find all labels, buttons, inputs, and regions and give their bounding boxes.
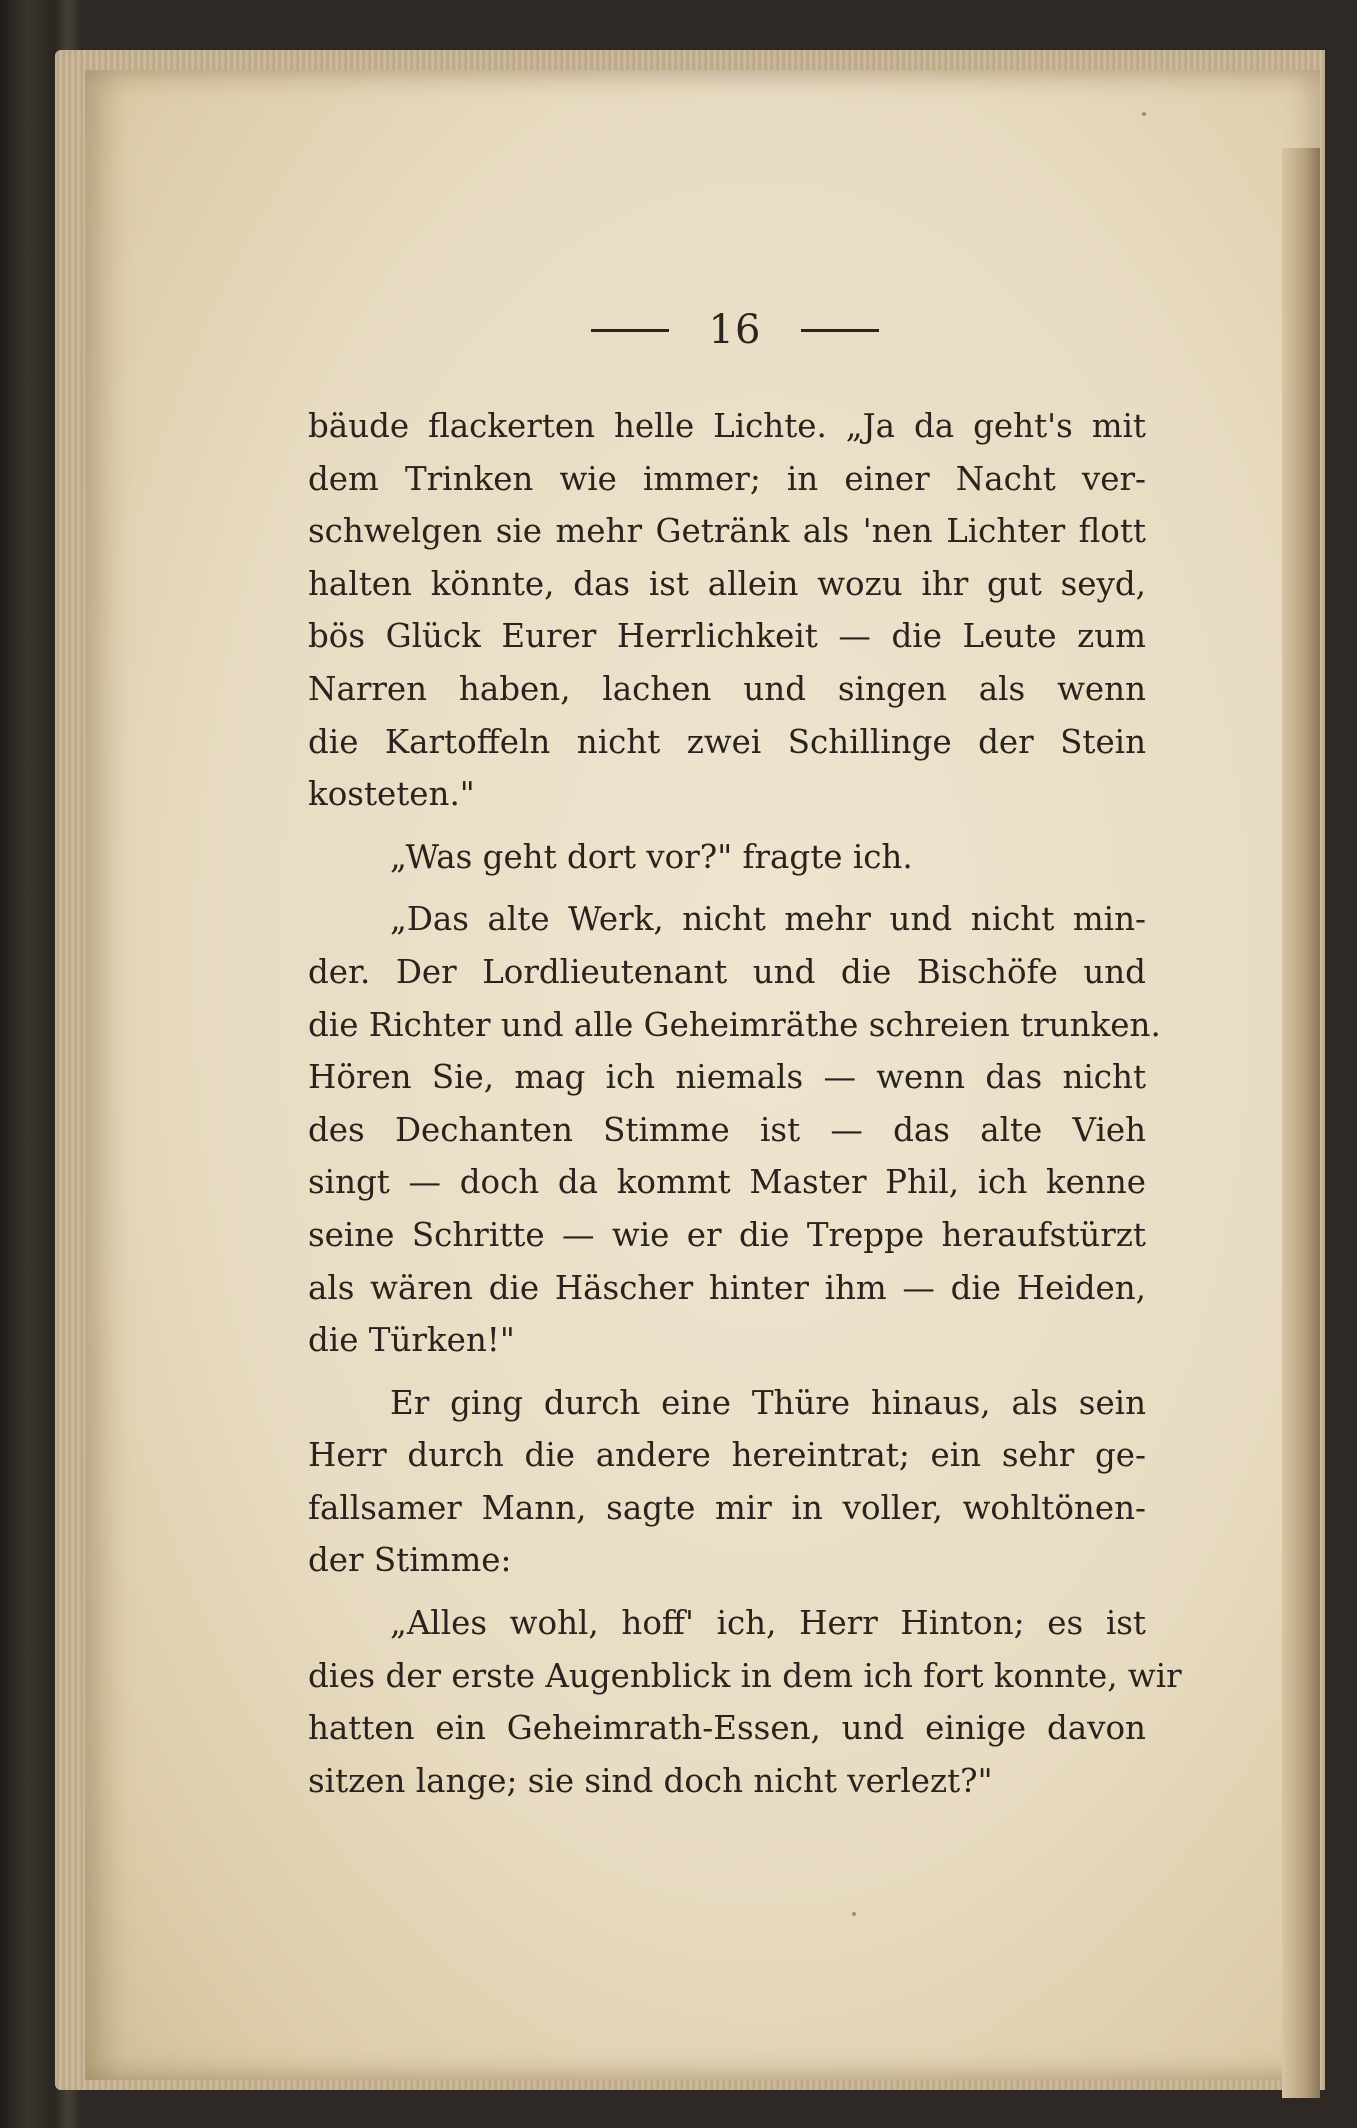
text-line: singt — doch da kommt Master Phil, ich kenne bbox=[308, 1163, 1146, 1202]
text-line: Narren haben, lachen und singen als wenn bbox=[308, 669, 1146, 708]
paragraph-1 bbox=[308, 400, 1146, 821]
text-line: die Kartoffeln nicht zwei Schillinge der Stein bbox=[308, 722, 1146, 761]
header-dash-right bbox=[801, 329, 879, 332]
paragraph-4 bbox=[308, 1377, 1146, 1587]
text-line: des Dechanten Stimme ist — das alte Vieh bbox=[308, 1110, 1146, 1149]
text-line: bös Glück Eurer Herrlichkeit — die Leute zum bbox=[308, 617, 1146, 656]
paragraph-5 bbox=[308, 1597, 1182, 1807]
paper-speck bbox=[1142, 112, 1146, 116]
text-line: „Alles wohl, hoff' ich, Herr Hinton; es ist bbox=[390, 1604, 1146, 1643]
text-line: kosteten." bbox=[308, 775, 475, 814]
text-line: die Türken!" bbox=[308, 1321, 515, 1360]
page-gutter-edge bbox=[1282, 148, 1320, 2098]
text-line: hatten ein Geheimrath-Essen, und einige davon bbox=[308, 1709, 1146, 1748]
text-line: schwelgen sie mehr Getränk als 'nen Lichter flott bbox=[308, 512, 1146, 551]
page-number: 16 bbox=[708, 307, 762, 353]
paper-speck bbox=[852, 1912, 856, 1916]
text-line: „Was geht dort vor?" fragte ich. bbox=[390, 837, 913, 876]
paragraph-3 bbox=[308, 893, 1161, 1366]
text-line: „Das alte Werk, nicht mehr und nicht min- bbox=[390, 900, 1146, 939]
text-line: sitzen lange; sie sind doch nicht verlezt?" bbox=[308, 1761, 993, 1800]
text-line: fallsamer Mann, sagte mir in voller, wohltönen- bbox=[308, 1488, 1146, 1527]
text-line: als wären die Häscher hinter ihm — die Heiden, bbox=[308, 1268, 1146, 1307]
text-line: bäude flackerten helle Lichte. „Ja da geht's mit bbox=[308, 407, 1146, 445]
header-dash-left bbox=[591, 329, 669, 332]
text-line: der Stimme: bbox=[308, 1541, 512, 1580]
text-line: Er ging durch eine Thüre hinaus, als sein bbox=[390, 1383, 1146, 1422]
paragraph-2 bbox=[308, 831, 1146, 884]
text-line: seine Schritte — wie er die Treppe heraufstürzt bbox=[308, 1215, 1146, 1254]
text-line: halten könnte, das ist allein wozu ihr gut seyd, bbox=[308, 564, 1146, 603]
page-header bbox=[575, 300, 895, 360]
text-line: Herr durch die andere hereintrat; ein sehr ge- bbox=[308, 1436, 1146, 1475]
text-line: Hören Sie, mag ich niemals — wenn das nicht bbox=[308, 1058, 1146, 1097]
body-text bbox=[308, 400, 1182, 1807]
text-line: die Richter und alle Geheimräthe schreien trunken. bbox=[308, 1005, 1161, 1044]
text-line: der. Der Lordlieutenant und die Bischöfe und bbox=[308, 952, 1146, 991]
text-line: dem Trinken wie immer; in einer Nacht ver- bbox=[308, 459, 1146, 498]
text-line: dies der erste Augenblick in dem ich fort konnte, wir bbox=[308, 1656, 1182, 1695]
